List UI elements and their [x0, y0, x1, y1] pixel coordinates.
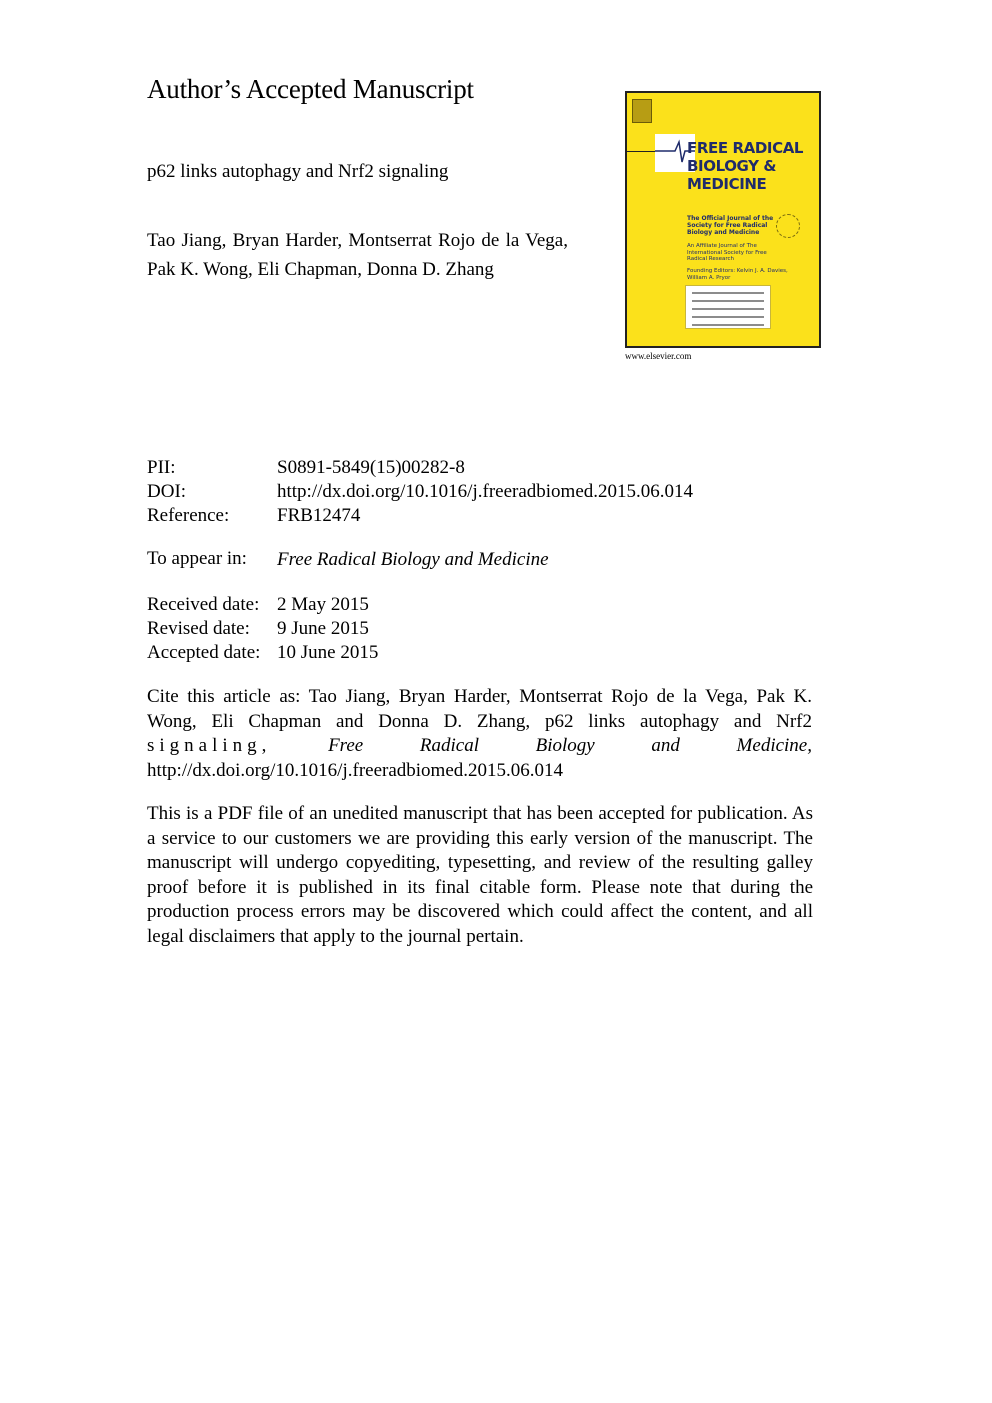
elsevier-logo-icon — [632, 99, 652, 123]
journal-cover — [625, 91, 821, 348]
cover-affiliation: An Affiliate Journal of The International Society for Free Radical Research — [687, 243, 767, 262]
pii-label: PII: — [147, 457, 176, 478]
society-seal-icon — [776, 214, 800, 238]
page-title: Author’s Accepted Manuscript — [147, 74, 474, 104]
manuscript-notice: This is a PDF file of an unedited manuscript that has been accepted for publication. As a service to our customers we are providing this early version of the manuscript. The manuscript will undergo copyediting, typesetting, and review of the resulting galley proof before it is published in its final citable form. Please note that during the production process errors may be discovered which could affect the content, and all legal disclaimers that apply to the journal pertain. — [147, 803, 813, 947]
doi-label: DOI: — [147, 481, 187, 502]
article-title: p62 links autophagy and Nrf2 signaling — [147, 161, 449, 182]
revised-date-label: Revised date: — [147, 618, 250, 639]
citation-signaling: signaling, — [147, 735, 272, 756]
received-date: 2 May 2015 — [277, 594, 369, 615]
citation-journal: Free Radical Biology and Medicine, — [328, 735, 812, 756]
cover-subtitle: The Official Journal of the Society for Free Radical Biology and Medicine — [687, 215, 774, 236]
accepted-date: 10 June 2015 — [277, 642, 379, 663]
received-date-label: Received date: — [147, 594, 260, 615]
doi-link[interactable]: http://dx.doi.org/10.1016/j.freeradbiomed.2015.06.014 — [277, 481, 694, 502]
citation-doi-link[interactable]: http://dx.doi.org/10.1016/j.freeradbiomed.2015.06.014 — [147, 759, 564, 781]
reference-label: Reference: — [147, 505, 230, 526]
article-authors: Tao Jiang, Bryan Harder, Montserrat Rojo de la Vega, Pak K. Wong, Eli Chapman, Donna D. Zhang — [147, 230, 568, 280]
reference-value: FRB12474 — [277, 505, 361, 526]
publisher-url[interactable]: www.elsevier.com — [625, 351, 692, 361]
appear-in-label: To appear in: — [147, 548, 247, 569]
citation — [147, 685, 812, 783]
citation-line — [147, 734, 812, 759]
accepted-date-label: Accepted date: — [147, 642, 261, 663]
cover-journal-name: FREE RADICAL BIOLOGY & MEDICINE — [687, 139, 804, 193]
citation-line: Cite this article as: Tao Jiang, Bryan Harder, Montserrat Rojo de la Vega, Pak K. — [147, 686, 812, 707]
journal-name: Free Radical Biology and Medicine — [277, 549, 549, 570]
cover-info-box — [685, 285, 771, 329]
cover-divider — [627, 151, 657, 152]
revised-date: 9 June 2015 — [277, 618, 369, 639]
citation-line: Wong, Eli Chapman and Donna D. Zhang, p62 links autophagy and Nrf2 — [147, 710, 812, 732]
cover-editors: Founding Editors: Kelvin J. A. Davies, William A. Pryor — [687, 268, 788, 281]
pii-value: S0891-5849(15)00282-8 — [277, 457, 465, 478]
